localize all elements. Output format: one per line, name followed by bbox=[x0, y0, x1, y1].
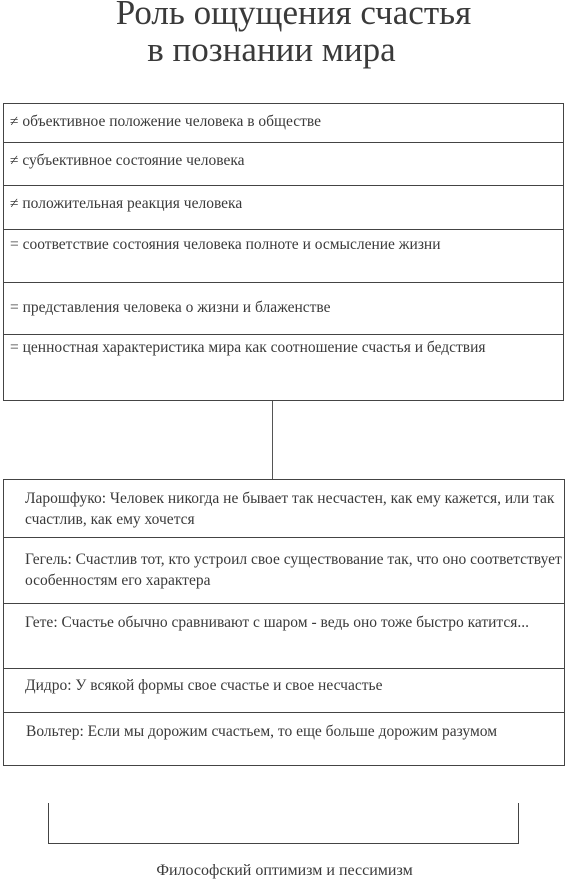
definitions-box bbox=[3, 103, 564, 401]
quote-row bbox=[4, 538, 564, 604]
quote-row bbox=[4, 480, 564, 538]
definition-row bbox=[4, 335, 563, 401]
definition-text: = ценностная характеристика мира как соотношение счастья и бедствия bbox=[10, 339, 486, 356]
definition-text: ≠ объективное положение человека в обществе bbox=[10, 113, 322, 130]
quote-text: Вольтер: Если мы дорожим счастьем, то еще больше дорожим разумом bbox=[26, 723, 498, 740]
quote-row bbox=[4, 604, 564, 669]
bracket bbox=[48, 803, 519, 844]
quote-text: Гегель: Счастлив тот, кто устроил свое существование так, что оно соответствует особенностям его характера bbox=[25, 551, 562, 589]
definition-row bbox=[4, 143, 563, 186]
title-line-1: Роль ощущения счастья bbox=[115, 0, 472, 32]
connector-line bbox=[272, 401, 273, 479]
definition-text: = соответствие состояния человека полноте и осмысление жизни bbox=[10, 236, 441, 253]
quote-text: Дидро: У всякой формы свое счастье и свое несчастье bbox=[25, 677, 383, 694]
definition-text: = представления человека о жизни и блаженстве bbox=[10, 299, 331, 316]
definition-row bbox=[4, 283, 563, 335]
quote-row bbox=[4, 713, 564, 766]
definition-text: ≠ субъективное состояние человека bbox=[10, 152, 245, 169]
quote-row bbox=[4, 669, 564, 713]
quote-text: Ларошфуко: Человек никогда не бывает так несчастен, как ему кажется, или так счастлив, как ему хочется bbox=[25, 490, 555, 528]
definition-text: ≠ положительная реакция человека bbox=[10, 195, 243, 212]
quote-text: Гете: Счастье обычно сравнивают с шаром - ведь оно тоже быстро катится... bbox=[25, 614, 530, 631]
page-title bbox=[0, 0, 565, 68]
definition-row bbox=[4, 186, 563, 230]
title-line-2: в познании мира bbox=[147, 30, 396, 69]
definition-row bbox=[4, 104, 563, 143]
definition-row bbox=[4, 230, 563, 283]
caption: Философский оптимизм и пессимизм bbox=[156, 862, 413, 879]
quotes-box bbox=[3, 479, 565, 766]
